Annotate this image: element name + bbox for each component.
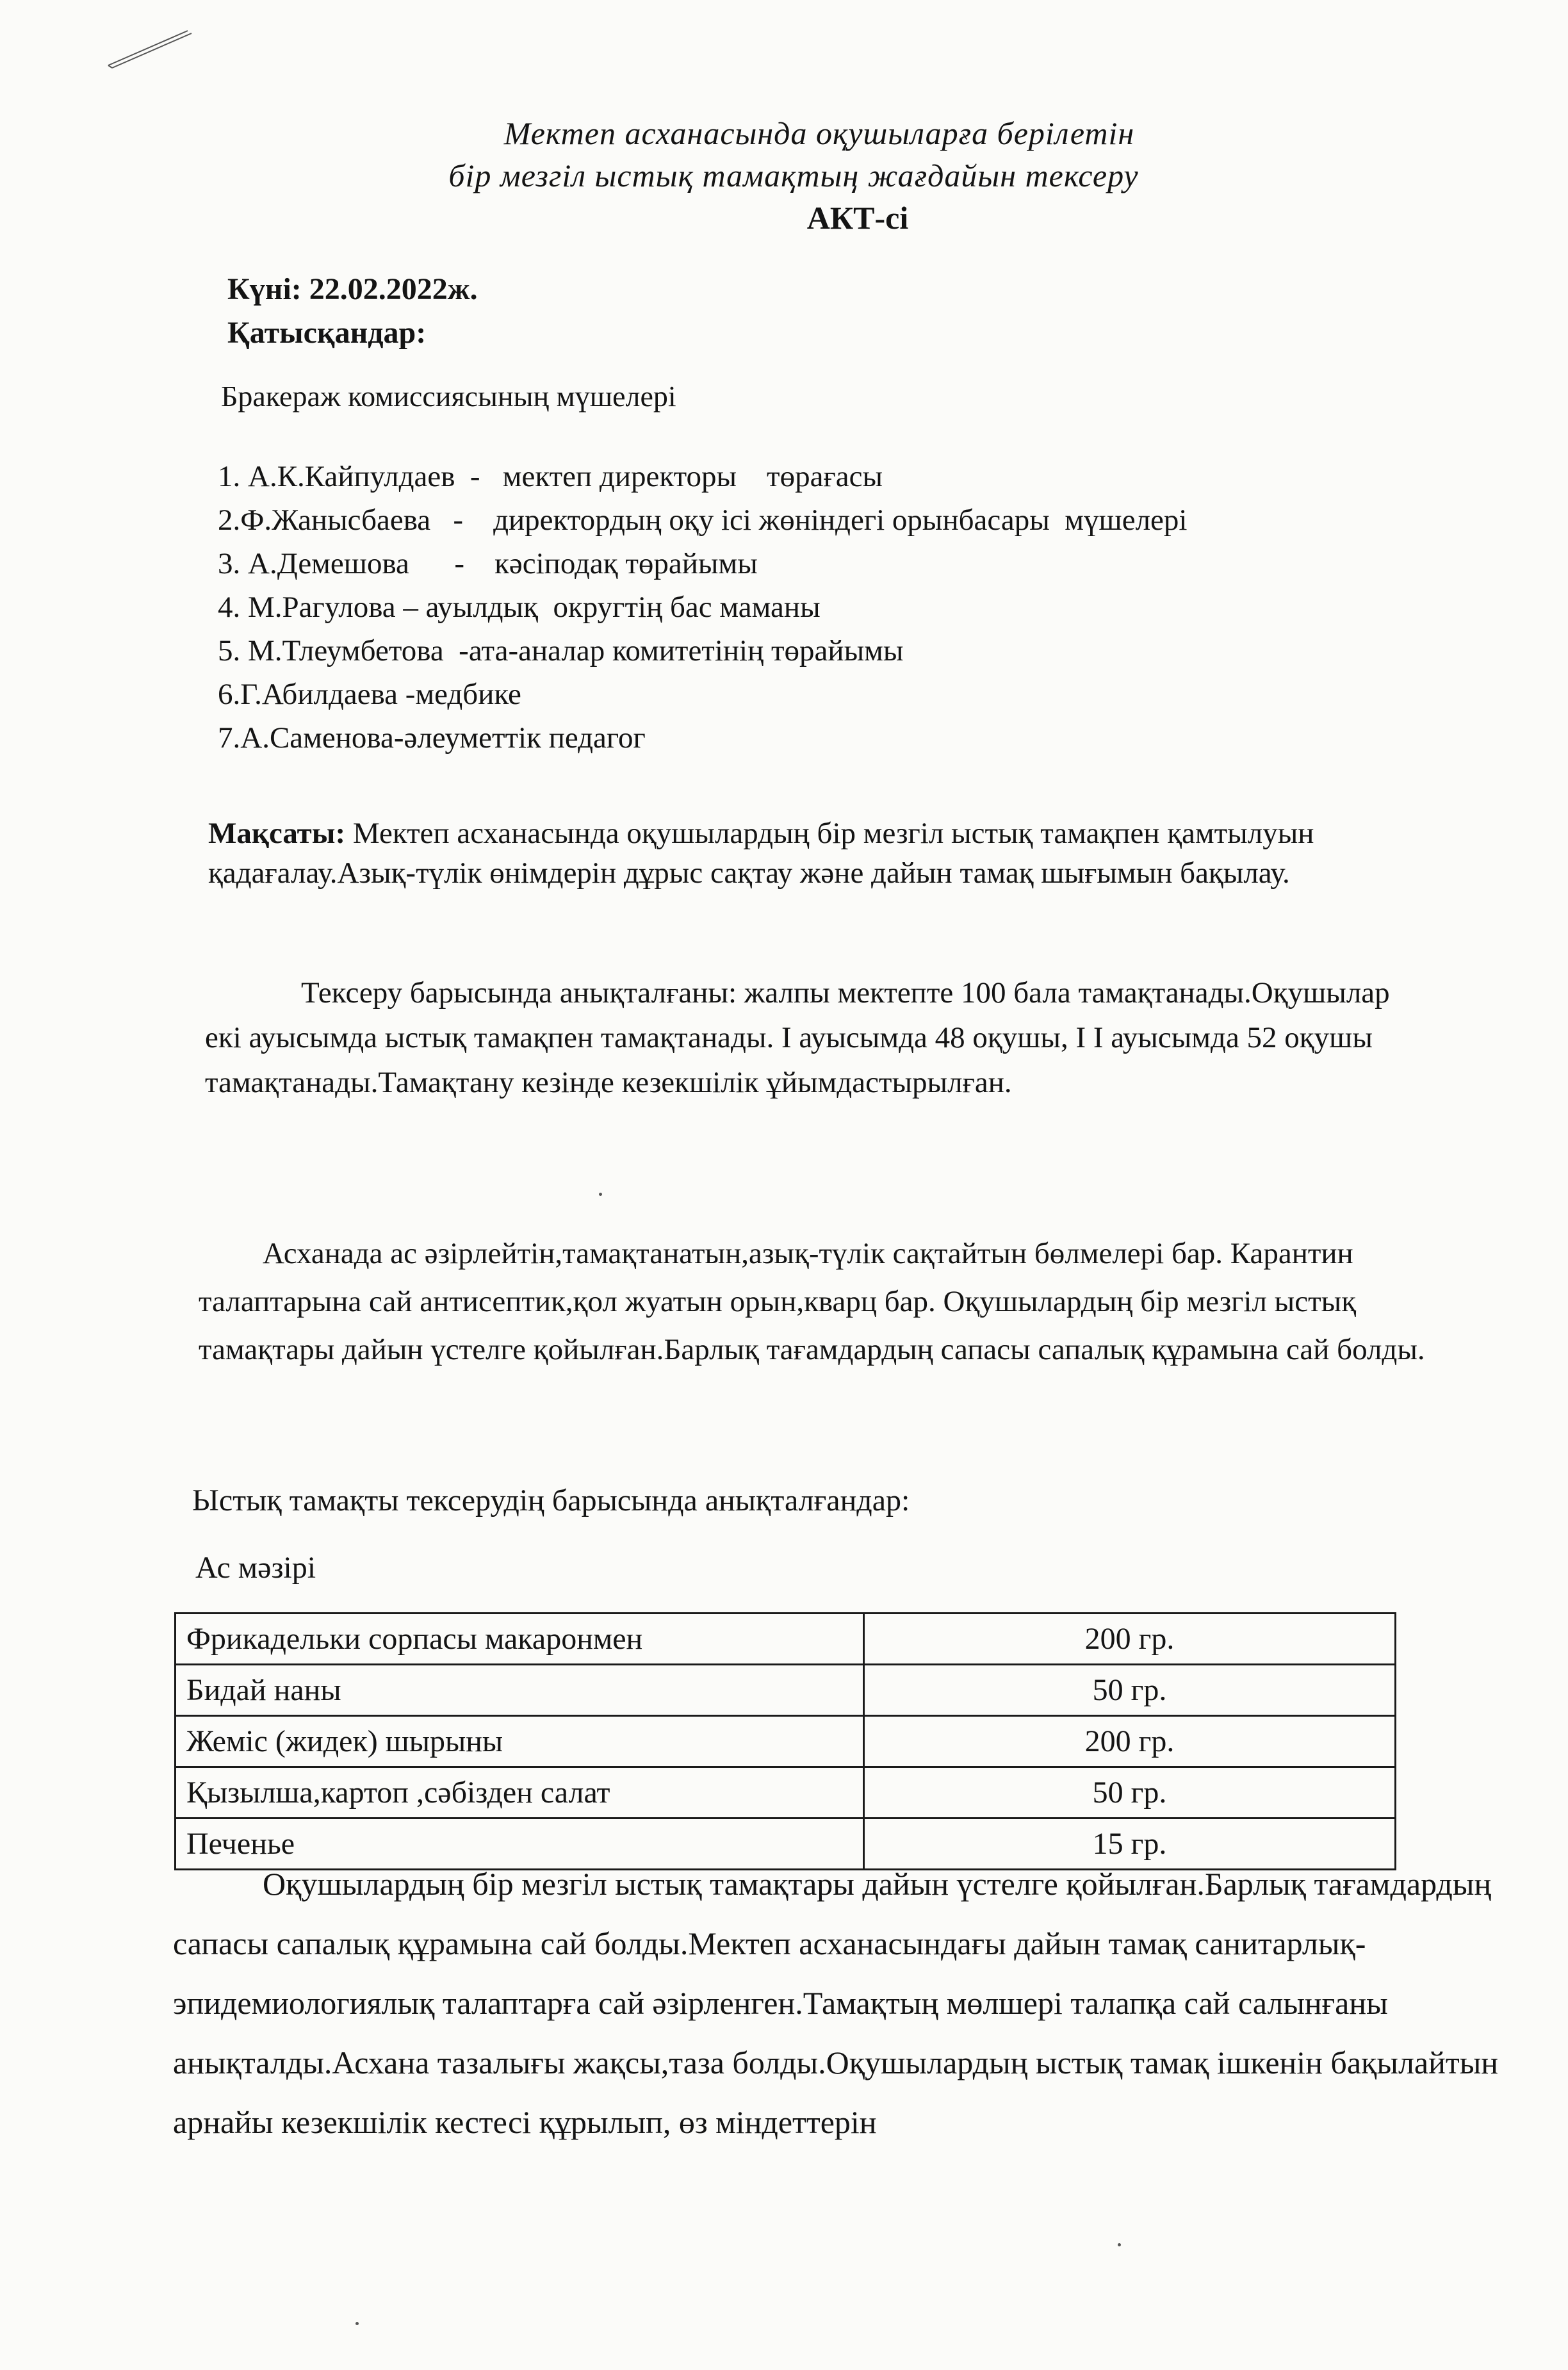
purpose-text: Мектеп асханасында оқушылардың бір мезгіл ыстық тамақпен қамтылуын қадағалау.Азық-түлік өнімдерін дұрыс сақтау және дайын тамақ шығымын бақылау. [208,817,1314,890]
date-label: Күні: 22.02.2022ж. [227,272,478,306]
table-row [176,1665,1396,1716]
title-akt: АКТ-сі [806,200,909,236]
member-item: 4. М.Рагулова – ауылдық округтің бас маманы [218,591,821,624]
table-row [176,1767,1396,1818]
title-line-1: Мектеп асханасында оқушыларға берілетін [503,115,1135,151]
member-item: 1. А.К.Кайпулдаев - мектеп директоры төрағасы [218,460,883,493]
menu-item-name: Фрикадельки сорпасы макаронмен [176,1614,864,1665]
meta-block [227,268,478,355]
scan-speck [1118,2243,1121,2246]
menu-item-name: Жеміс (жидек) шырыны [176,1716,864,1767]
purpose-paragraph [208,813,1476,893]
menu-item-name: Печенье [176,1818,864,1870]
member-item: 7.А.Саменова-әлеуметтік педагог [218,721,646,755]
table-row [176,1716,1396,1767]
menu-item-name: Қызылша,картоп ,сәбізден салат [176,1767,864,1818]
menu-item-name: Бидай наны [176,1665,864,1716]
member-item: 5. М.Тлеумбетова -ата-аналар комитетінің төрайымы [218,634,904,667]
menu-item-amount: 50 гр. [864,1665,1396,1716]
scan-speck [355,2322,359,2325]
findings-label: Ыстық тамақты тексерудің барысында анықталғандар: [192,1483,910,1517]
purpose-label: Мақсаты: [208,817,346,850]
paragraph-conclusion: Оқушылардың бір мезгіл ыстық тамақтары дайын үстелге қойылған.Барлық тағамдардың сапасы сапалық құрамына сай болды.Мектеп асханасындағы дайын тамақ санитарлық-эпидемиологиялық талаптарға сай әзірленген.Тамақтың мөлшері талапқа сай салынғаны анықталды.Асхана тазалығы жақсы,таза болды.Оқушылардың ыстық тамақ ішкенін бақылайтын арнайы кезекшілік кестесі құрылып, өз міндеттерін [173,1866,1499,2140]
scan-speck [599,1193,602,1196]
pencil-mark [106,26,195,70]
table-row [176,1614,1396,1665]
paragraph-canteen: Асханада ас әзірлейтін,тамақтанатын,азық-түлік сақтайтын бөлмелері бар. Карантин талаптарына сай антисептик,қол жуатын орын,кварц бар. Оқушылардың бір мезгіл ыстық тамақтары дайын үстелге қойылған.Барлық тағамдардың сапасы сапалық құрамына сай болды. [199,1237,1425,1366]
menu-table [174,1612,1396,1870]
member-item: 2.Ф.Жанысбаева - директордың оқу ісі жөніндегі орынбасары мүшелері [218,503,1188,537]
document-header [0,112,1568,239]
paragraph-inspection: Тексеру барысында анықталғаны: жалпы мектепте 100 бала тамақтанады.Оқушылар екі ауысымда ыстық тамақпен тамақтанады. I ауысымда 48 оқушы, I I ауысымда 52 оқушы тамақтанады.Тамақтану кезінде кезекшілік ұйымдастырылған. [205,976,1390,1099]
menu-item-amount: 50 гр. [864,1767,1396,1818]
menu-item-amount: 15 гр. [864,1818,1396,1870]
members-list [218,455,1187,760]
menu-item-amount: 200 гр. [864,1716,1396,1767]
member-item: 3. А.Демешова - кәсіподақ төрайымы [218,547,758,580]
participants-label: Қатысқандар: [227,316,427,350]
member-item: 6.Г.Абилдаева -медбике [218,678,521,711]
menu-item-amount: 200 гр. [864,1614,1396,1665]
menu-label: Ас мәзірі [195,1551,316,1585]
commission-label: Бракераж комиссиясының мүшелері [221,380,676,413]
title-line-2: бір мезгіл ыстық тамақтың жағдайын тексеру [448,158,1139,193]
